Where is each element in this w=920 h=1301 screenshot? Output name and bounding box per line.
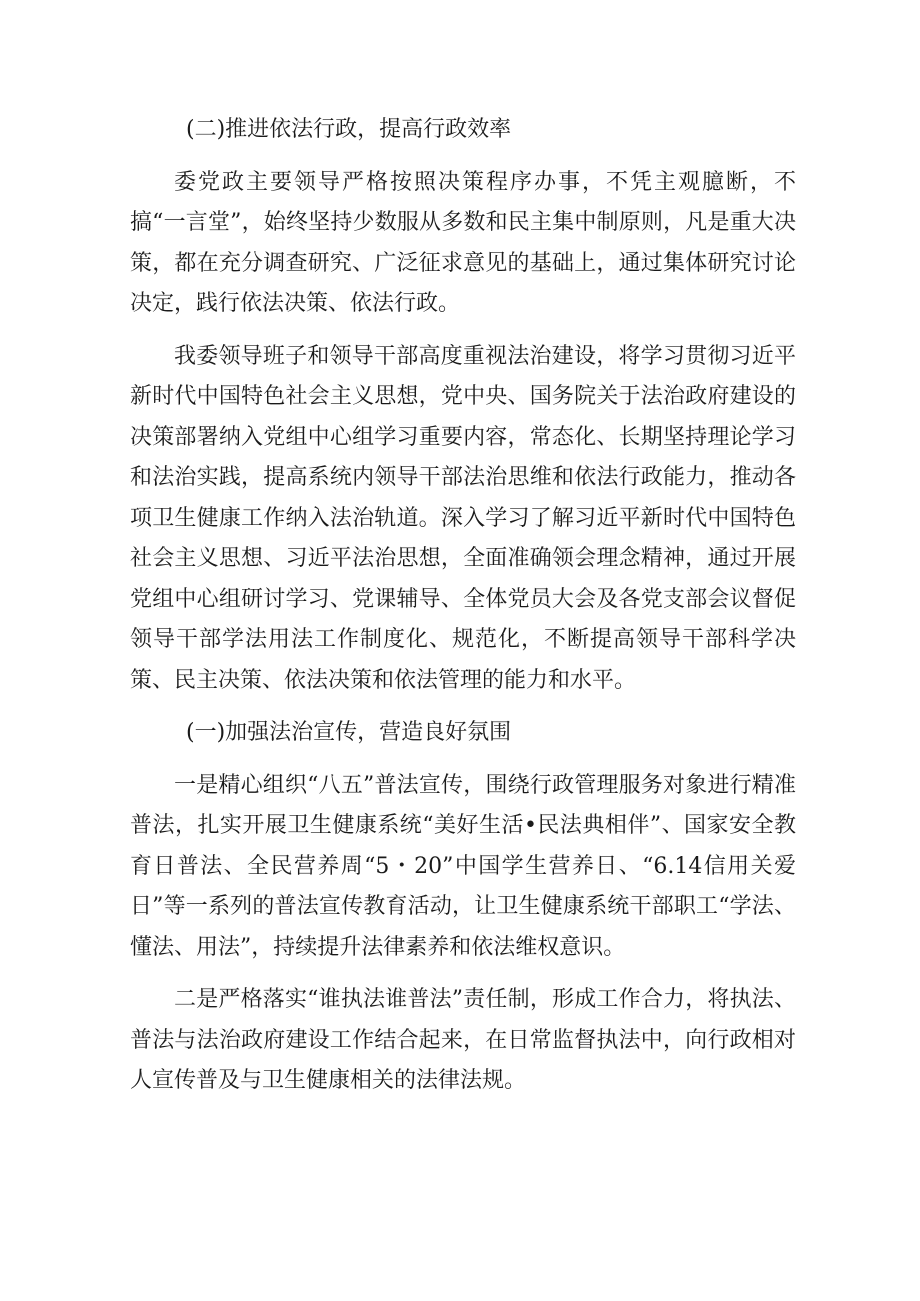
paragraph-law-publicity: 一是精心组织“八五”普法宣传，围绕行政管理服务对象进行精准普法，扎实开展卫生健康系统“美好生活•民法典相伴”、国家安全教育日普法、全民营养周“5・20”中国学生营养日、“6.14信用关爱日”等一系列的普法宣传教育活动，让卫生健康系统干部职工“学法、懂法、用法”，持续提升法律素养和依法维权意识。: [130, 772, 796, 960]
paragraph-responsibility-system: 二是严格落实“谁执法谁普法”责任制，形成工作合力，将执法、普法与法治政府建设工作结合起来，在日常监督执法中，向行政相对人宣传普及与卫生健康相关的法律法规。: [130, 987, 796, 1093]
paragraph-rule-of-law-study: 我委领导班子和领导干部高度重视法治建设，将学习贯彻习近平新时代中国特色社会主义思想，党中央、国务院关于法治政府建设的决策部署纳入党组中心组学习重要内容，常态化、长期坚持理论学习和法治实践，提高系统内领导干部法治思维和依法行政能力，推动各项卫生健康工作纳入法治轨道。深入学习了解习近平新时代中国特色社会主义思想、习近平法治思想，全面准确领会理念精神，通过开展党组中心组研讨学习、党课辅导、全体党员大会及各党支部会议督促领导干部学法用法工作制度化、规范化，不断提高领导干部科学决策、民主决策、依法决策和依法管理的能力和水平。: [130, 343, 796, 693]
section-heading-2: (二)推进依法行政，提高行政效率: [186, 117, 512, 142]
paragraph-decision-procedure: 委党政主要领导严格按照决策程序办事，不凭主观臆断，不搞“一言堂”，始终坚持少数服从多数和民主集中制原则，凡是重大决策，都在充分调查研究、广泛征求意见的基础上，通过集体研究讨论决定，践行依法决策、依法行政。: [130, 169, 796, 316]
document-body: [130, 110, 796, 1114]
section-heading-1: (一)加强法治宣传，营造良好氛围: [186, 720, 512, 745]
